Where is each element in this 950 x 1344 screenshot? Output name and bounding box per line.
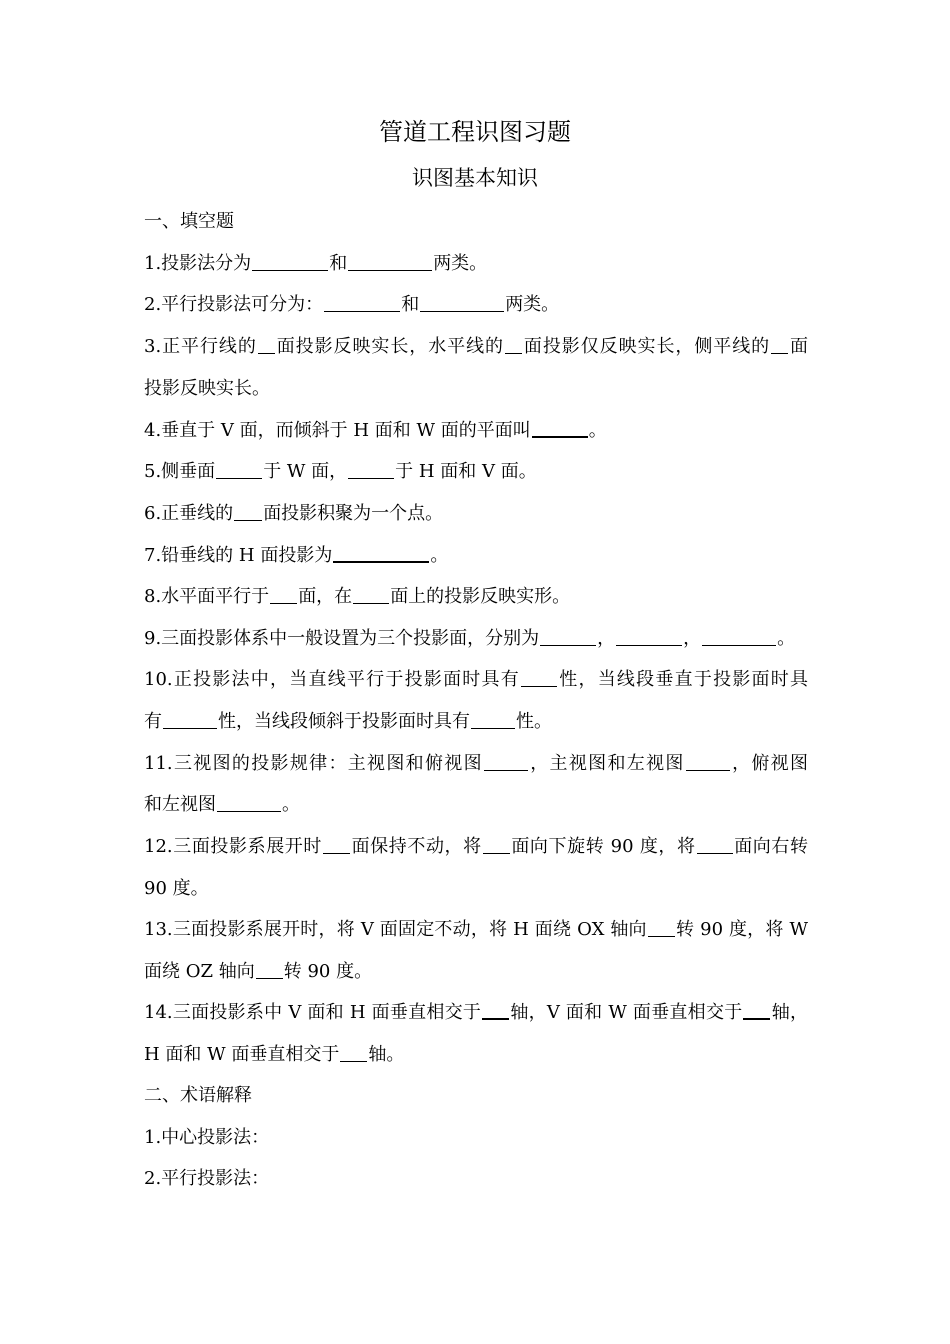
answer-blank[interactable]: [532, 418, 588, 438]
question-13: 13.三面投影系展开时，将 V 面固定不动，将 H 面绕 OX 轴向 转 90 度，将 W: [144, 919, 809, 940]
answer-blank[interactable]: [333, 543, 429, 563]
answer-blank[interactable]: [324, 293, 400, 312]
answer-blank[interactable]: [540, 627, 596, 646]
answer-blank[interactable]: [348, 460, 394, 479]
answer-blank[interactable]: [323, 835, 350, 854]
section-heading-terms: 二、术语解释: [144, 1085, 252, 1106]
question-3-continued: 投影反映实长。: [144, 378, 270, 399]
question-9: 9.三面投影体系中一般设置为三个投影面，分别为 ， ， 。: [144, 628, 796, 649]
answer-blank[interactable]: [256, 960, 283, 979]
question-7: 7.铅垂线的 H 面投影为 。: [144, 545, 449, 566]
answer-blank[interactable]: [217, 793, 281, 812]
answer-blank[interactable]: [270, 585, 297, 604]
answer-blank[interactable]: [702, 627, 776, 646]
answer-blank[interactable]: [483, 835, 510, 854]
question-10: 10.正投影法中，当直线平行于投影面时具有 性，当线段垂直于投影面时具: [144, 669, 809, 690]
question-8: 8.水平面平行于 面，在 面上的投影反映实形。: [144, 586, 571, 607]
question-14-continued: H 面和 W 面垂直相交于 轴。: [144, 1044, 405, 1065]
answer-blank[interactable]: [420, 293, 504, 312]
answer-blank[interactable]: [163, 710, 217, 729]
question-11: 11.三视图的投影规律：主视图和俯视图 ，主视图和左视图 ，俯视图: [144, 753, 808, 774]
answer-blank[interactable]: [484, 752, 528, 771]
question-14: 14.三面投影系中 V 面和 H 面垂直相交于 轴，V 面和 W 面垂直相交于 轴，: [144, 1002, 808, 1023]
question-3: 3.正平行线的 面投影反映实长，水平线的 面投影仅反映实长，侧平线的 面: [144, 336, 809, 357]
question-1: 1.投影法分为 和 两类。: [144, 253, 488, 274]
question-10-continued: 有 性，当线段倾斜于投影面时具有 性。: [144, 711, 552, 732]
page-title: 管道工程识图习题: [379, 118, 571, 146]
answer-blank[interactable]: [234, 502, 262, 521]
section-heading-fill-blank: 一、填空题: [144, 211, 234, 232]
answer-blank[interactable]: [697, 835, 733, 854]
answer-blank[interactable]: [686, 752, 730, 771]
answer-blank[interactable]: [505, 335, 522, 354]
question-6: 6.正垂线的 面投影积聚为一个点。: [144, 503, 444, 524]
question-13-continued: 面绕 OZ 轴向 转 90 度。: [144, 961, 373, 982]
page-subtitle: 识图基本知识: [412, 166, 538, 190]
answer-blank[interactable]: [771, 335, 788, 354]
answer-blank[interactable]: [353, 585, 389, 604]
answer-blank[interactable]: [348, 252, 432, 271]
answer-blank[interactable]: [258, 335, 275, 354]
answer-blank[interactable]: [252, 252, 328, 271]
question-4: 4.垂直于 V 面，而倾斜于 H 面和 W 面的平面叫 。: [144, 420, 607, 441]
answer-blank[interactable]: [340, 1043, 367, 1062]
answer-blank[interactable]: [482, 1000, 509, 1020]
question-2: 2.平行投影法可分为： 和 两类。: [144, 294, 560, 315]
question-12: 12.三面投影系展开时 面保持不动，将 面向下旋转 90 度，将 面向右转: [144, 836, 808, 857]
answer-blank[interactable]: [216, 460, 262, 479]
question-5: 5.侧垂面 于 W 面， 于 H 面和 V 面。: [144, 461, 537, 482]
question-11-continued: 和左视图 。: [144, 794, 300, 815]
answer-blank[interactable]: [648, 918, 675, 937]
term-2: 2.平行投影法：: [144, 1168, 270, 1189]
answer-blank[interactable]: [521, 668, 557, 687]
answer-blank[interactable]: [616, 627, 682, 646]
question-12-continued: 90 度。: [144, 878, 209, 899]
answer-blank[interactable]: [743, 1000, 770, 1020]
answer-blank[interactable]: [471, 710, 515, 729]
term-1: 1.中心投影法：: [144, 1127, 270, 1148]
